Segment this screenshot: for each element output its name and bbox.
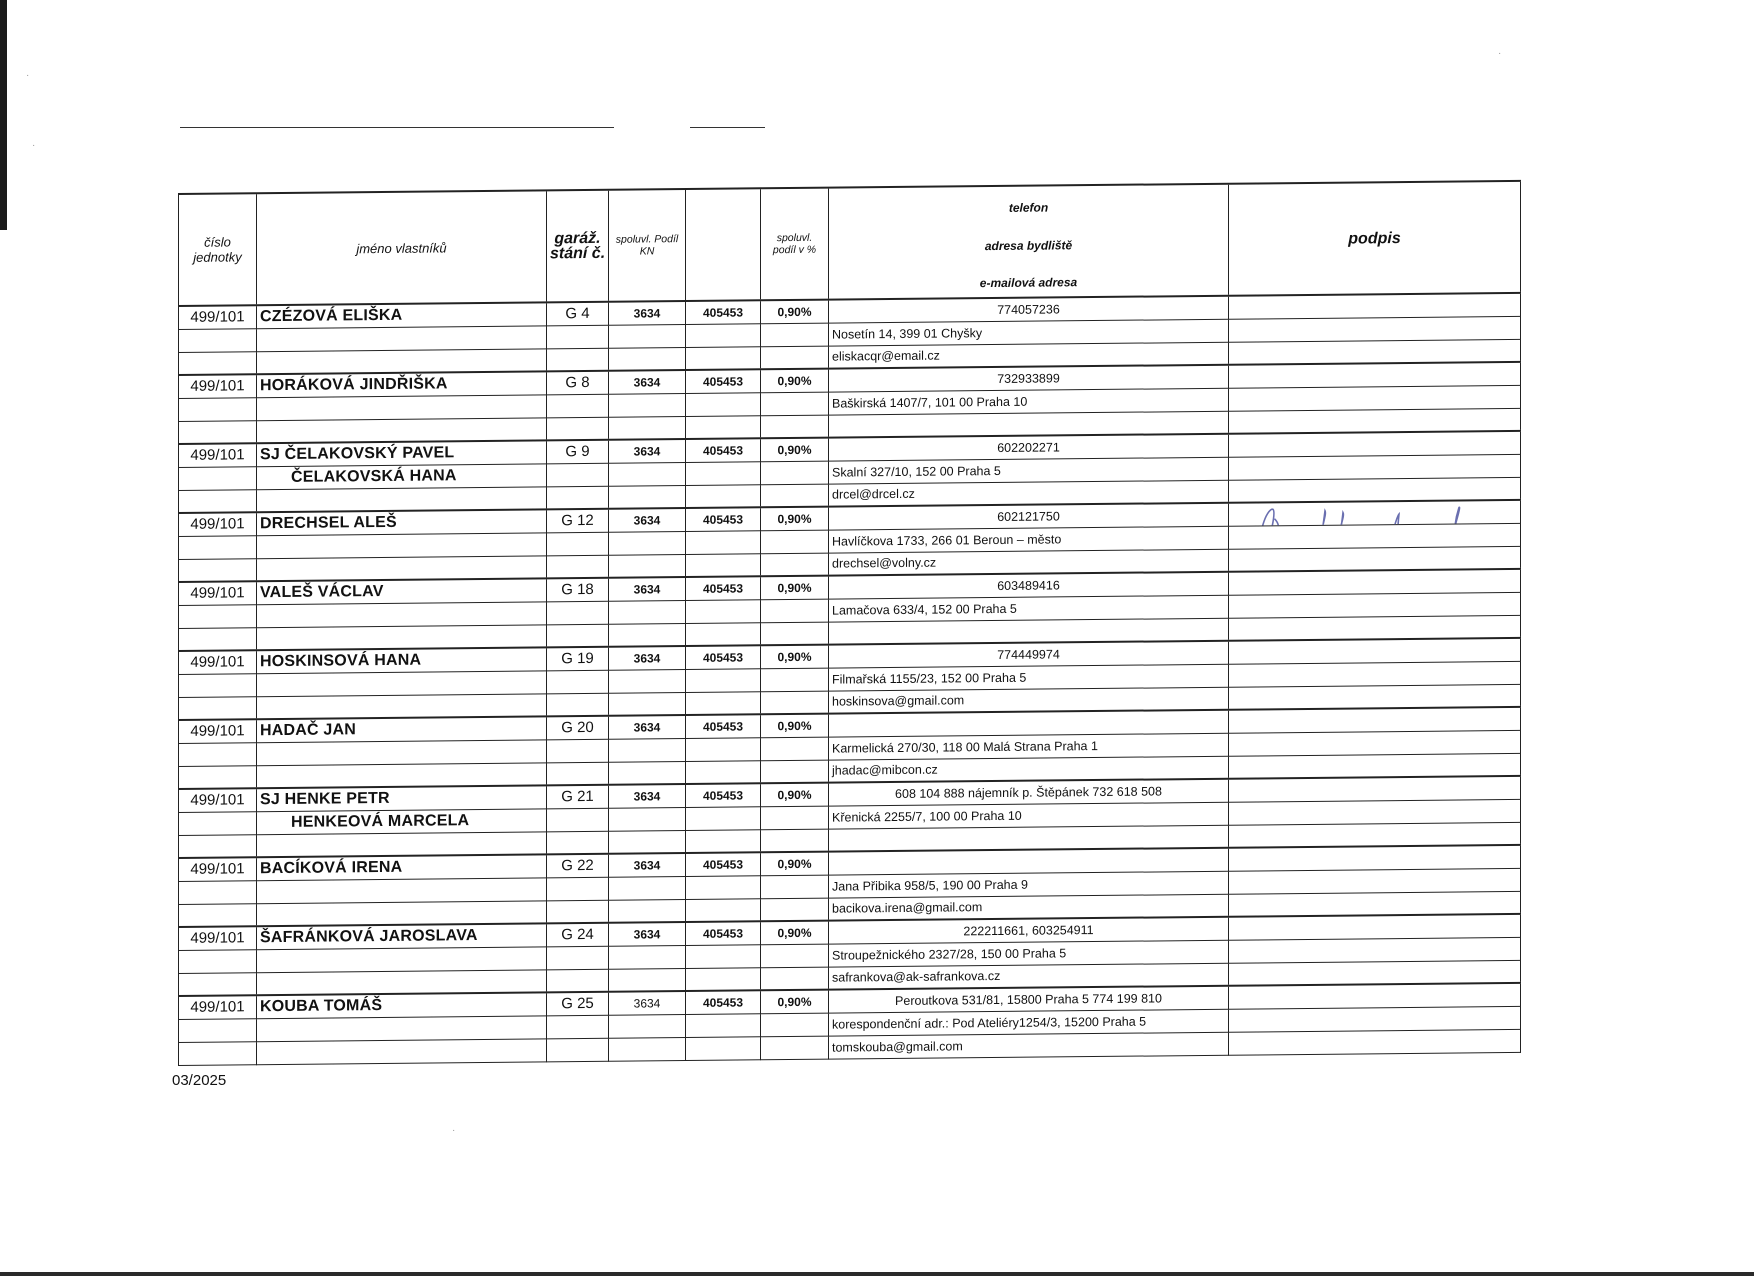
share-percent — [761, 461, 829, 485]
owner-name — [257, 946, 547, 972]
share-numerator — [609, 968, 686, 992]
signature-cell — [1229, 592, 1521, 618]
address: Havlíčkova 1733, 266 01 Beroun – město — [829, 526, 1229, 553]
scan-speck: · — [452, 1125, 456, 1136]
owner-name — [257, 969, 547, 995]
share-percent — [761, 392, 829, 416]
share-numerator — [609, 531, 686, 555]
share-denominator — [686, 737, 761, 761]
unit-number — [179, 420, 257, 444]
unit-number: 499/101 — [179, 857, 257, 881]
share-percent: 0,90% — [761, 921, 829, 945]
garage-number: G 22 — [547, 854, 609, 878]
unit-number — [179, 949, 257, 973]
signature-cell — [1229, 454, 1521, 480]
document-date: 03/2025 — [172, 1072, 227, 1089]
share-denominator — [686, 392, 761, 416]
owner-name — [257, 762, 547, 788]
signature-cell — [1229, 293, 1521, 319]
garage-number — [547, 394, 609, 418]
unit-number — [179, 834, 257, 858]
signature-cell — [1229, 845, 1521, 871]
garage-number — [547, 463, 609, 487]
unit-number — [179, 972, 257, 996]
signature-cell — [1229, 546, 1521, 572]
garage-number: G 9 — [547, 440, 609, 464]
phone: 222211661, 603254911 — [829, 917, 1229, 944]
share-denominator — [686, 668, 761, 692]
owner-name: HADAČ JAN — [257, 716, 547, 742]
share-denominator — [686, 875, 761, 899]
address: Nosetín 14, 399 01 Chyšky — [829, 319, 1229, 346]
signature-cell — [1229, 799, 1521, 825]
phone: 774449974 — [829, 641, 1229, 668]
garage-number: G 20 — [547, 716, 609, 740]
owners-body — [179, 293, 1521, 1065]
owner-name — [257, 417, 547, 443]
share-percent — [761, 737, 829, 761]
email: drcel@drcel.cz — [829, 480, 1229, 507]
owner-name: ČELAKOVSKÁ HANA — [257, 463, 547, 489]
share-numerator — [609, 692, 686, 716]
share-denominator — [686, 461, 761, 485]
signature-cell — [1229, 868, 1521, 894]
share-numerator — [609, 761, 686, 785]
share-denominator — [686, 898, 761, 922]
share-denominator — [686, 1013, 761, 1037]
share-percent: 0,90% — [761, 783, 829, 807]
owner-name — [257, 394, 547, 420]
share-percent — [761, 691, 829, 715]
signature-cell — [1229, 385, 1521, 411]
unit-number — [179, 696, 257, 720]
phone: 602202271 — [829, 434, 1229, 461]
email: eliskacqr@email.cz — [829, 342, 1229, 369]
owner-name — [257, 1015, 547, 1041]
garage-number — [547, 348, 609, 372]
share-numerator: 3634 — [609, 715, 686, 739]
garage-number — [547, 1015, 609, 1039]
email: safrankova@ak-safrankova.cz — [829, 963, 1229, 990]
unit-number: 499/101 — [179, 719, 257, 743]
share-numerator — [609, 623, 686, 647]
share-numerator — [609, 899, 686, 923]
share-denominator — [686, 760, 761, 784]
unit-number: 499/101 — [179, 650, 257, 674]
unit-number: 499/101 — [179, 581, 257, 605]
share-percent — [761, 530, 829, 554]
garage-number — [547, 831, 609, 855]
share-numerator — [609, 600, 686, 624]
phone: Peroutkova 531/81, 15800 Praha 5 774 199 810 — [829, 986, 1229, 1013]
garage-number — [547, 808, 609, 832]
share-numerator — [609, 324, 686, 348]
garage-number: G 24 — [547, 923, 609, 947]
share-percent — [761, 829, 829, 853]
phone: 603489416 — [829, 572, 1229, 599]
share-denominator — [686, 967, 761, 991]
handwritten-signature — [1247, 500, 1521, 526]
share-numerator — [609, 485, 686, 509]
phone: 602121750 — [829, 503, 1229, 530]
share-percent — [761, 622, 829, 646]
garage-number: G 18 — [547, 578, 609, 602]
owner-name: DRECHSEL ALEŠ — [257, 509, 547, 535]
owner-name — [257, 532, 547, 558]
share-numerator — [609, 830, 686, 854]
header-contact: telefon adresa bydliště e-mailová adresa — [829, 184, 1229, 300]
signature-cell — [1229, 1029, 1521, 1055]
owner-name — [257, 877, 547, 903]
signature-cell — [1229, 339, 1521, 365]
owner-name: HOSKINSOVÁ HANA — [257, 647, 547, 673]
unit-number — [179, 627, 257, 651]
share-denominator — [686, 484, 761, 508]
address: Baškirská 1407/7, 101 00 Praha 10 — [829, 388, 1229, 415]
share-denominator — [686, 530, 761, 554]
garage-number — [547, 693, 609, 717]
share-denominator: 405453 — [686, 300, 761, 324]
signature-cell — [1229, 638, 1521, 664]
address: Jana Přibika 958/5, 190 00 Praha 9 — [829, 871, 1229, 898]
share-denominator — [686, 553, 761, 577]
signature-cell — [1229, 316, 1521, 342]
phone: 732933899 — [829, 365, 1229, 392]
share-denominator — [686, 346, 761, 370]
signature-cell — [1229, 730, 1521, 756]
address: Stroupežnického 2327/28, 150 00 Praha 5 — [829, 940, 1229, 967]
share-percent: 0,90% — [761, 300, 829, 324]
signature-cell — [1229, 431, 1521, 457]
share-percent: 0,90% — [761, 714, 829, 738]
share-denominator: 405453 — [686, 783, 761, 807]
share-numerator: 3634 — [609, 853, 686, 877]
unit-number: 499/101 — [179, 788, 257, 812]
share-percent: 0,90% — [761, 507, 829, 531]
share-percent — [761, 323, 829, 347]
blank-title-line — [180, 127, 614, 128]
share-numerator — [609, 554, 686, 578]
share-numerator: 3634 — [609, 784, 686, 808]
unit-number — [179, 397, 257, 421]
share-percent — [761, 484, 829, 508]
owner-name — [257, 693, 547, 719]
table-header-row — [179, 181, 1521, 306]
share-percent — [761, 760, 829, 784]
share-numerator — [609, 807, 686, 831]
share-percent — [761, 1036, 829, 1060]
owner-name — [257, 325, 547, 351]
signature-cell — [1229, 569, 1521, 595]
share-numerator — [609, 1014, 686, 1038]
share-denominator: 405453 — [686, 921, 761, 945]
share-numerator — [609, 393, 686, 417]
email: tomskouba@gmail.com — [829, 1032, 1229, 1059]
scan-edge-left — [0, 0, 7, 230]
signature-cell — [1229, 914, 1521, 940]
owner-name — [257, 348, 547, 374]
signature-cell — [1229, 960, 1521, 986]
share-denominator: 405453 — [686, 507, 761, 531]
share-numerator — [609, 876, 686, 900]
garage-number: G 4 — [547, 302, 609, 326]
share-numerator — [609, 945, 686, 969]
signature-cell — [1229, 983, 1521, 1009]
owner-name — [257, 624, 547, 650]
share-percent — [761, 806, 829, 830]
share-numerator — [609, 416, 686, 440]
share-numerator — [609, 738, 686, 762]
share-denominator — [686, 829, 761, 853]
share-percent — [761, 1013, 829, 1037]
header-blank — [686, 188, 761, 301]
signature-cell — [1229, 615, 1521, 641]
garage-number — [547, 739, 609, 763]
owner-name — [257, 739, 547, 765]
garage-number — [547, 532, 609, 556]
address: Lamačova 633/4, 152 00 Praha 5 — [829, 595, 1229, 622]
unit-number — [179, 1018, 257, 1042]
unit-number — [179, 558, 257, 582]
unit-number — [179, 880, 257, 904]
garage-number — [547, 969, 609, 993]
owners-table — [178, 180, 1521, 1066]
unit-number: 499/101 — [179, 512, 257, 536]
unit-number — [179, 466, 257, 490]
signature-cell — [1229, 408, 1521, 434]
share-numerator: 3634 — [609, 508, 686, 532]
share-percent: 0,90% — [761, 645, 829, 669]
share-numerator: 3634 — [609, 991, 686, 1015]
unit-number — [179, 811, 257, 835]
unit-number — [179, 903, 257, 927]
signature-cell — [1229, 822, 1521, 848]
owner-name — [257, 670, 547, 696]
unit-number — [179, 351, 257, 375]
owner-name — [257, 555, 547, 581]
share-percent — [761, 415, 829, 439]
unit-number: 499/101 — [179, 374, 257, 398]
share-denominator — [686, 691, 761, 715]
share-percent: 0,90% — [761, 990, 829, 1014]
share-numerator: 3634 — [609, 922, 686, 946]
owner-name: HENKEOVÁ MARCELA — [257, 808, 547, 834]
signature-cell — [1229, 1006, 1521, 1032]
owner-name: HORÁKOVÁ JINDŘIŠKA — [257, 371, 547, 397]
share-percent — [761, 875, 829, 899]
garage-number — [547, 624, 609, 648]
share-denominator: 405453 — [686, 438, 761, 462]
address: Filmařská 1155/23, 152 00 Praha 5 — [829, 664, 1229, 691]
garage-number: G 19 — [547, 647, 609, 671]
unit-number: 499/101 — [179, 995, 257, 1019]
scan-speck: · — [1498, 48, 1502, 59]
garage-number: G 21 — [547, 785, 609, 809]
unit-number — [179, 604, 257, 628]
unit-number: 499/101 — [179, 926, 257, 950]
share-percent — [761, 346, 829, 370]
share-denominator — [686, 599, 761, 623]
header-share-pct: spoluvl. podíl v % — [761, 188, 829, 301]
garage-number: G 8 — [547, 371, 609, 395]
email: drechsel@volny.cz — [829, 549, 1229, 576]
owner-name: ŠAFRÁNKOVÁ JAROSLAVA — [257, 923, 547, 949]
garage-number — [547, 555, 609, 579]
owner-name: SJ ČELAKOVSKÝ PAVEL — [257, 440, 547, 466]
header-signature: podpis — [1229, 181, 1521, 296]
address: Skalní 327/10, 152 00 Praha 5 — [829, 457, 1229, 484]
owner-name: KOUBA TOMÁŠ — [257, 992, 547, 1018]
garage-number — [547, 325, 609, 349]
garage-number — [547, 900, 609, 924]
header-owner-name: jméno vlastníků — [257, 190, 547, 305]
unit-number — [179, 673, 257, 697]
share-numerator: 3634 — [609, 370, 686, 394]
share-numerator — [609, 347, 686, 371]
signature-cell — [1229, 477, 1521, 503]
header-unit: číslo jednotky — [179, 193, 257, 306]
garage-number — [547, 762, 609, 786]
share-numerator — [609, 462, 686, 486]
owner-name — [257, 601, 547, 627]
share-percent — [761, 668, 829, 692]
share-denominator: 405453 — [686, 369, 761, 393]
share-denominator — [686, 944, 761, 968]
share-percent: 0,90% — [761, 369, 829, 393]
signature-cell — [1229, 661, 1521, 687]
share-numerator: 3634 — [609, 301, 686, 325]
signature-cell — [1229, 937, 1521, 963]
unit-number: 499/101 — [179, 305, 257, 329]
signature-cell — [1229, 891, 1521, 917]
garage-number: G 25 — [547, 992, 609, 1016]
share-percent: 0,90% — [761, 438, 829, 462]
owner-name: SJ HENKE PETR — [257, 785, 547, 811]
email: bacikova.irena@gmail.com — [829, 894, 1229, 921]
share-numerator — [609, 1037, 686, 1061]
share-denominator: 405453 — [686, 576, 761, 600]
phone: 608 104 888 nájemník p. Štěpánek 732 618 508 — [829, 779, 1229, 806]
scan-speck: · — [26, 70, 30, 81]
signature-cell — [1229, 684, 1521, 710]
garage-number — [547, 1038, 609, 1062]
signature-cell — [1229, 523, 1521, 549]
share-percent — [761, 967, 829, 991]
phone: 774057236 — [829, 296, 1229, 323]
garage-number — [547, 486, 609, 510]
share-percent: 0,90% — [761, 576, 829, 600]
unit-number: 499/101 — [179, 443, 257, 467]
unit-number — [179, 328, 257, 352]
unit-number — [179, 1041, 257, 1065]
share-denominator — [686, 323, 761, 347]
garage-number — [547, 877, 609, 901]
scan-edge-bottom — [0, 1272, 1754, 1276]
garage-number — [547, 946, 609, 970]
share-denominator: 405453 — [686, 990, 761, 1014]
share-denominator — [686, 622, 761, 646]
share-denominator — [686, 1036, 761, 1060]
owner-name — [257, 1038, 547, 1064]
signature-cell — [1229, 362, 1521, 388]
address: Karmelická 270/30, 118 00 Malá Strana Praha 1 — [829, 733, 1229, 760]
unit-number — [179, 742, 257, 766]
email: hoskinsova@gmail.com — [829, 687, 1229, 714]
share-percent — [761, 898, 829, 922]
share-percent — [761, 944, 829, 968]
owner-name: VALEŠ VÁCLAV — [257, 578, 547, 604]
owner-name — [257, 900, 547, 926]
address: Křenická 2255/7, 100 00 Praha 10 — [829, 802, 1229, 829]
share-percent: 0,90% — [761, 852, 829, 876]
signature-cell — [1229, 707, 1521, 733]
owner-name: BACÍKOVÁ IRENA — [257, 854, 547, 880]
share-numerator: 3634 — [609, 439, 686, 463]
unit-number — [179, 765, 257, 789]
share-percent — [761, 599, 829, 623]
share-denominator: 405453 — [686, 645, 761, 669]
share-numerator: 3634 — [609, 577, 686, 601]
share-denominator: 405453 — [686, 852, 761, 876]
signature-cell — [1229, 776, 1521, 802]
owner-name — [257, 831, 547, 857]
share-numerator — [609, 669, 686, 693]
owner-name: CZÉZOVÁ ELIŠKA — [257, 302, 547, 328]
header-share-kn: spoluvl. Podíl KN — [609, 189, 686, 302]
garage-number — [547, 601, 609, 625]
signature-cell — [1229, 500, 1521, 526]
scan-speck: · — [32, 140, 36, 151]
blank-date-line — [690, 127, 765, 128]
share-numerator: 3634 — [609, 646, 686, 670]
unit-number — [179, 535, 257, 559]
share-denominator: 405453 — [686, 714, 761, 738]
address: korespondenční adr.: Pod Ateliéry1254/3, 15200 Praha 5 — [829, 1009, 1229, 1036]
share-denominator — [686, 415, 761, 439]
unit-number — [179, 489, 257, 513]
email: jhadac@mibcon.cz — [829, 756, 1229, 783]
share-denominator — [686, 806, 761, 830]
garage-number: G 12 — [547, 509, 609, 533]
garage-number — [547, 670, 609, 694]
signature-cell — [1229, 753, 1521, 779]
share-percent — [761, 553, 829, 577]
header-garage: garáž. stání č. — [547, 190, 609, 303]
garage-number — [547, 417, 609, 441]
owner-name — [257, 486, 547, 512]
